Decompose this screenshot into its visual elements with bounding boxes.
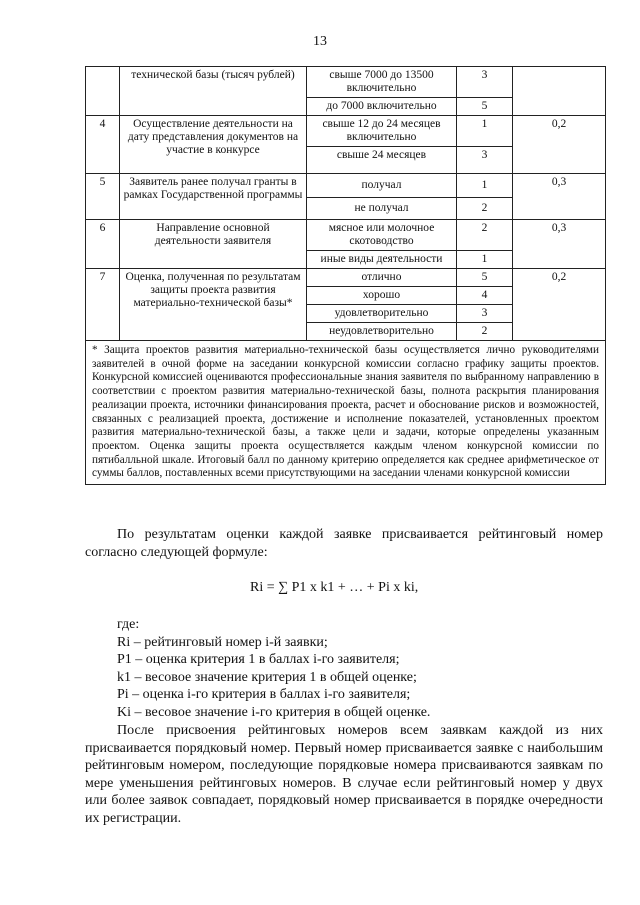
definition-line: k1 – весовое значение критерия 1 в общей оценке; [117,669,417,685]
score-cell: 1 [457,251,513,269]
option-cell: хорошо [307,287,457,305]
table-row [86,116,606,147]
option-cell: свыше 12 до 24 месяцев включительно [307,116,457,147]
definition-line: Ki – весовое значение i-го критерия в общей оценке. [117,704,431,720]
score-cell: 2 [457,323,513,341]
weight-cell: 0,3 [513,220,606,269]
option-cell: свыше 7000 до 13500 включительно [307,67,457,98]
option-cell: свыше 24 месяцев [307,147,457,174]
row-number: 5 [86,174,120,220]
criterion-cell: Оценка, полученная по результатам защиты проекта развития материально-технической базы* [120,269,307,341]
option-cell: до 7000 включительно [307,98,457,116]
definition-line: Pi – оценка i-го критерия в баллах i-го заявителя; [117,687,411,703]
table-row [86,269,606,287]
score-cell: 3 [457,147,513,174]
score-cell: 5 [457,269,513,287]
page-number: 13 [313,34,327,49]
option-cell: удовлетворительно [307,305,457,323]
definition-line: где: [117,617,140,632]
option-cell: не получал [307,198,457,220]
table-footnote: * Защита проектов развития материально-технической базы осуществляется лично руководителями заявителей в очной форме на заседании конкурсной комиссии согласно графику защиты проектов. Конкурсной комиссией оцениваются профессиональные знания заявителя по выбранному направлению в соответствии с проектом развития материально-технической базы, полнота раскрытия планирования реализации проекта, источники финансирования проекта, расчет и обоснование рисков и возможностей, связанных с реализацией проекта, достижение и исполнение показателей, установленных проектом развития материально-технической базы, а также цели и задачи, которые определены указанным проектом. Оценка защиты проекта осуществляется каждым членом конкурсной комиссии по пятибалльной шкале. Итоговый балл по данному критерию определяется как среднее арифметическое от суммы баллов, поставленных всеми присутствующими на заседании членами конкурсной комиссии [86,341,606,485]
rating-formula: Ri = ∑ P1 x k1 + … + Pi x ki, [250,580,419,595]
option-cell: получал [307,174,457,198]
score-cell: 2 [457,198,513,220]
row-number: 6 [86,220,120,269]
weight-cell: 0,2 [513,269,606,341]
option-cell: иные виды деятельности [307,251,457,269]
definition-line: Ri – рейтинговый номер i-й заявки; [117,634,328,650]
table-row [86,67,606,98]
option-cell: неудовлетворительно [307,323,457,341]
table-row [86,174,606,198]
row-number [86,67,120,116]
option-cell: отлично [307,269,457,287]
row-number: 7 [86,269,120,341]
score-cell: 3 [457,67,513,98]
score-cell: 2 [457,220,513,251]
row-number: 4 [86,116,120,174]
weight-cell [513,67,606,116]
score-cell: 5 [457,98,513,116]
score-cell: 3 [457,305,513,323]
criterion-cell: Осуществление деятельности на дату представления документов на участие в конкурсе [120,116,307,174]
option-cell: мясное или молочное скотоводство [307,220,457,251]
weight-cell: 0,2 [513,116,606,174]
table-row [86,220,606,251]
criterion-cell: Заявитель ранее получал гранты в рамках Государственной программы [120,174,307,220]
criterion-cell: технической базы (тысяч рублей) [120,67,307,116]
table-row [86,341,606,485]
score-cell: 4 [457,287,513,305]
final-paragraph: После присвоения рейтинговых номеров всем заявкам каждой из них присваивается порядковый номер. Первый номер присваивается заявке с наибольшим рейтинговым номером, последующие порядковые номера присваиваются заявкам по мере уменьшения рейтинговых номеров. В случае если рейтинговый номер у двух или более заявок совпадает, порядковый номер присваивается в порядке очередности их регистрации. [85,723,603,826]
score-cell: 1 [457,116,513,147]
definition-line: P1 – оценка критерия 1 в баллах i-го заявителя; [117,652,400,668]
score-cell: 1 [457,174,513,198]
weight-cell: 0,3 [513,174,606,220]
formula-definitions [117,616,430,722]
criterion-cell: Направление основной деятельности заявителя [120,220,307,269]
criteria-table [85,66,606,485]
intro-paragraph: По результатам оценки каждой заявке присваивается рейтинговый номер согласно следующей формуле: [85,527,603,560]
